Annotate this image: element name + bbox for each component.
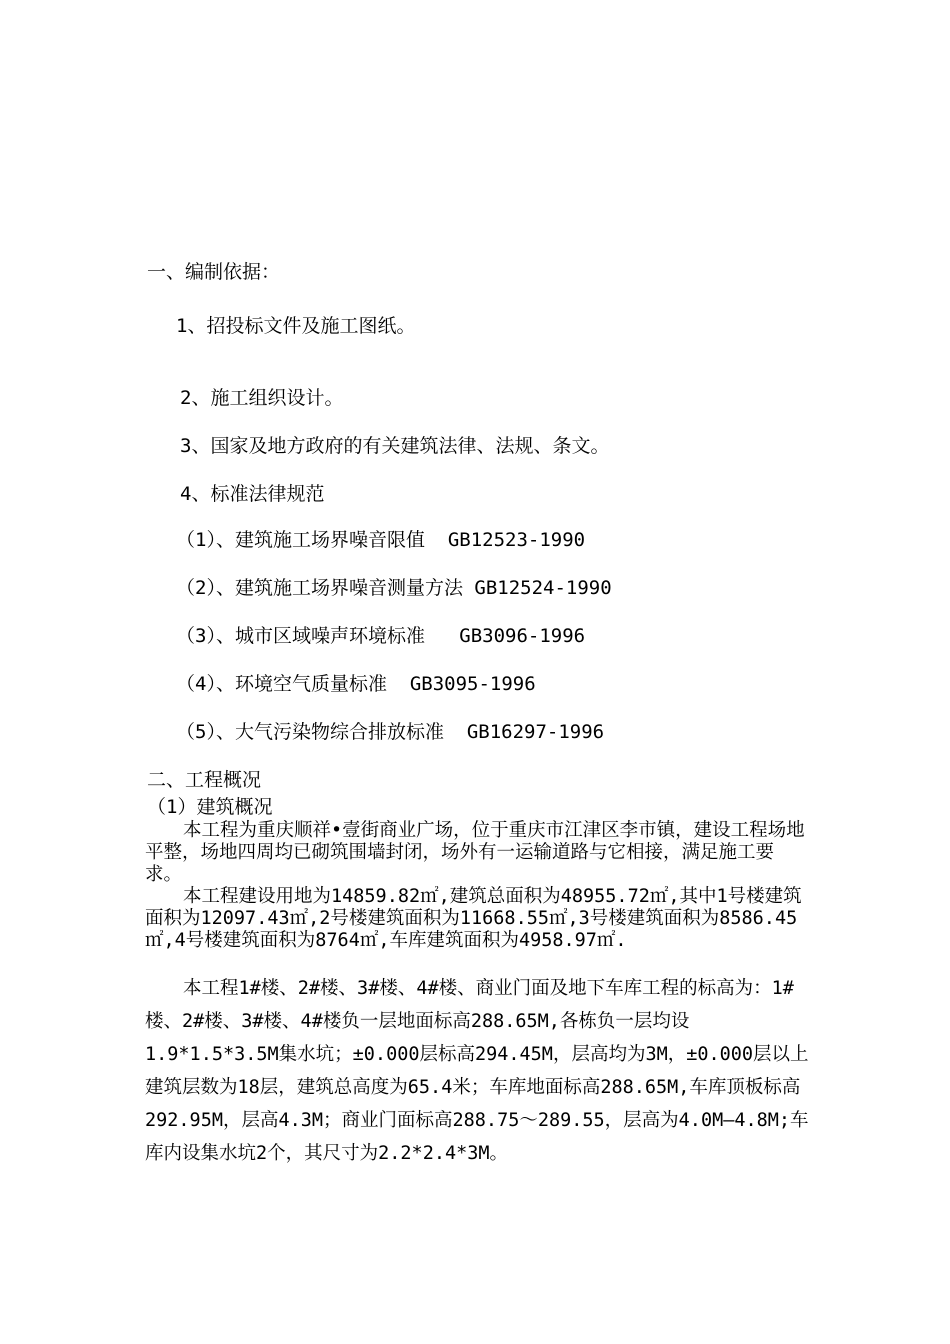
section1-heading: 一、编制依据： — [147, 261, 281, 283]
section2-heading: 二、工程概况 — [147, 769, 262, 791]
overview-paragraph-1: 本工程为重庆顺祥•壹街商业广场，位于重庆市江津区李市镇，建设工程场地平整，场地四周均已砌筑围墙封闭，场外有一运输道路与它相接，满足施工要求。 — [145, 820, 805, 885]
basis-item-1: 1、招投标文件及施工图纸。 — [176, 315, 416, 337]
section2-subheading: （1）建筑概况 — [147, 796, 273, 818]
standard-item-3: （3）、城市区域噪声环境标准 GB3096-1996 — [176, 625, 586, 647]
standard-item-1: （1）、建筑施工场界噪音限值 GB12523-1990 — [176, 529, 586, 551]
basis-item-3: 3、国家及地方政府的有关建筑法律、法规、条文。 — [180, 435, 610, 457]
standard-item-5: （5）、大气污染物综合排放标准 GB16297-1996 — [176, 721, 605, 743]
overview-paragraph-3: 本工程1#楼、2#楼、3#楼、4#楼、商业门面及地下车库工程的标高为：1#楼、2#楼、3#楼、4#楼负一层地面标高288.65M,各栋负一层均设1.9*1.5*3.5M集水坑；±0.000层标高294.45M，层高均为3M，±0.000层以上建筑层数为18层，建筑总高度为65.4米；车库地面标高288.65M,车库顶板标高292.95M，层高4.3M；商业门面标高288.75～289.55，层高为4.0M—4.8M;车库内设集水坑2个，其尺寸为2.2*2.4*3M。 — [145, 978, 809, 1164]
standard-item-4: （4）、环境空气质量标准 GB3095-1996 — [176, 673, 536, 695]
overview-paragraph-2: 本工程建设用地为14859.82㎡,建筑总面积为48955.72㎡,其中1号楼建筑面积为12097.43㎡,2号楼建筑面积为11668.55㎡,3号楼建筑面积为8586.45㎡,4号楼建筑面积为8764㎡,车库建筑面积为4958.97㎡. — [145, 886, 802, 951]
standard-item-2: （2）、建筑施工场界噪音测量方法 GB12524-1990 — [176, 577, 612, 599]
basis-item-4: 4、标准法律规范 — [180, 483, 325, 505]
basis-item-2: 2、施工组织设计。 — [180, 387, 344, 409]
